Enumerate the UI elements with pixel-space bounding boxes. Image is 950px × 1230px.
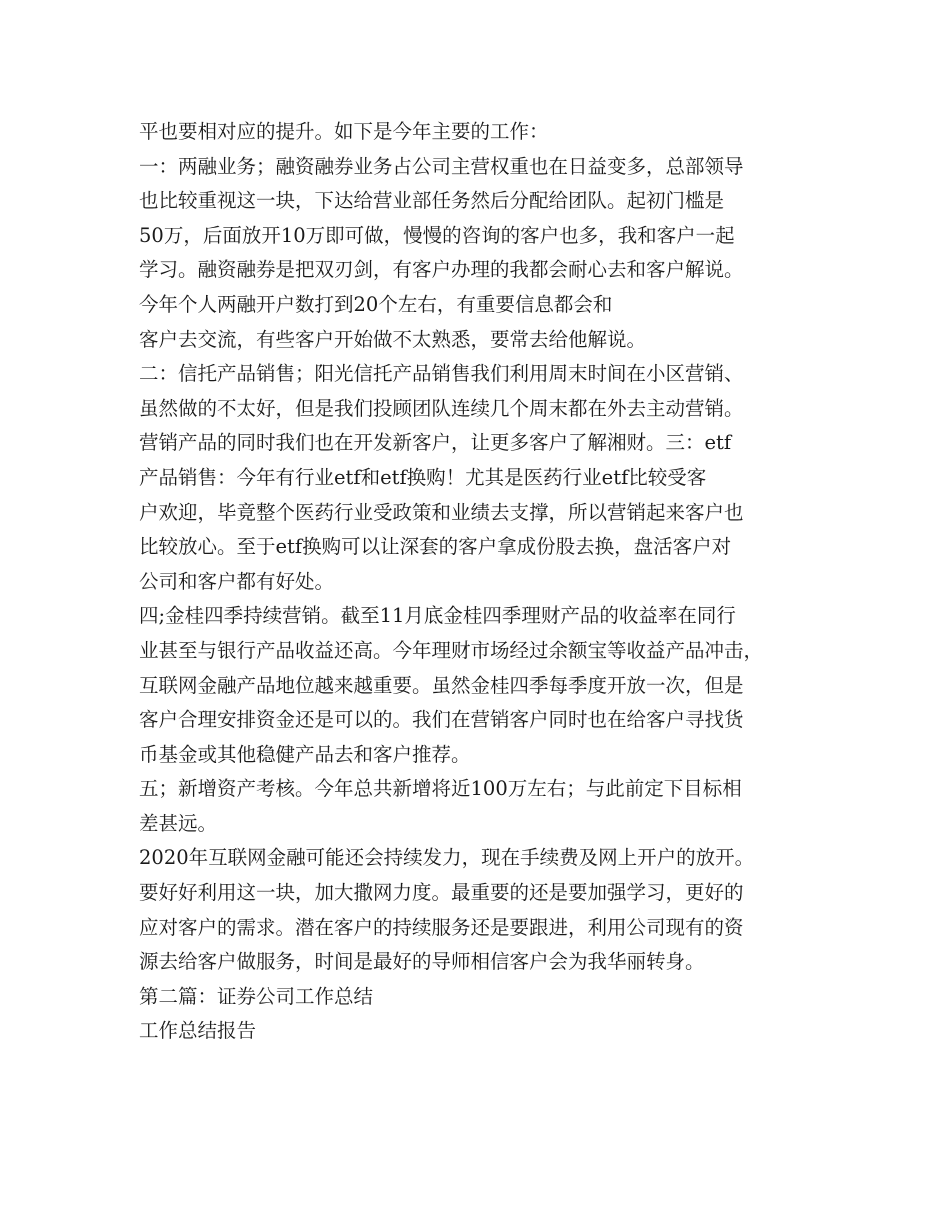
text-line: 五；新增资产考核。今年总共新增将近100万左右；与此前定下目标相 [139, 777, 742, 801]
text-line: 平也要相对应的提升。如下是今年主要的工作： [139, 120, 549, 143]
text-line: 公司和客户都有好处。 [139, 569, 335, 593]
text-line: 户欢迎，毕竟整个医药行业受政策和业绩去支撑，所以营销起来客户也 [139, 500, 744, 524]
text-line: 营销产品的同时我们也在开发新客户，让更多客户了解湘财。三：etf [139, 431, 732, 455]
document-body [139, 115, 839, 1049]
text-line: 二：信托产品销售；阳光信托产品销售我们利用周末时间在小区营销、 [139, 362, 744, 386]
text-line: 四;金桂四季持续营销。截至11月底金桂四季理财产品的收益率在同行 [139, 604, 736, 628]
text-line: 学习。融资融券是把双刃剑，有客户办理的我都会耐心去和客户解说。 [139, 258, 744, 282]
text-line: 比较放心。至于etf换购可以让深套的客户拿成份股去换，盘活客户对 [139, 535, 732, 559]
text-line: 业甚至与银行产品收益还高。今年理财市场经过余额宝等收益产品冲击， [139, 638, 764, 662]
text-line: 也比较重视这一块，下达给营业部任务然后分配给团队。起初门槛是 [139, 189, 725, 213]
text-line: 币基金或其他稳健产品去和客户推荐。 [139, 742, 471, 766]
text-line: 一：两融业务；融资融券业务占公司主营权重也在日益变多，总部领导 [139, 154, 744, 178]
text-line: 要好好利用这一块，加大撒网力度。最重要的还是要加强学习，更好的 [139, 881, 744, 905]
text-line: 50万，后面放开10万即可做，慢慢的咨询的客户也多，我和客户一起 [139, 223, 735, 247]
text-line: 客户合理安排资金还是可以的。我们在营销客户同时也在给客户寻找货 [139, 708, 744, 732]
section-heading: 工作总结报告 [139, 1019, 257, 1043]
text-line: 2020年互联网金融可能还会持续发力，现在手续费及网上开户的放开。 [139, 846, 755, 870]
section-heading: 第二篇：证券公司工作总结 [139, 984, 374, 1008]
text-line: 互联网金融产品地位越来越重要。虽然金桂四季每季度开放一次，但是 [139, 673, 744, 697]
text-line: 差甚远。 [139, 811, 218, 835]
text-line: 应对客户的需求。潜在客户的持续服务还是要跟进，利用公司现有的资 [139, 915, 744, 939]
text-line: 源去给客户做服务，时间是最好的导师相信客户会为我华丽转身。 [139, 950, 705, 974]
text-line: 客户去交流，有些客户开始做不太熟悉，要常去给他解说。 [139, 327, 647, 351]
text-line: 产品销售：今年有行业etf和etf换购！尤其是医药行业etf比较受客 [139, 465, 707, 489]
text-line: 虽然做的不太好，但是我们投顾团队连续几个周末都在外去主动营销。 [139, 396, 744, 420]
text-line: 今年个人两融开户数打到20个左右，有重要信息都会和 [139, 292, 613, 316]
